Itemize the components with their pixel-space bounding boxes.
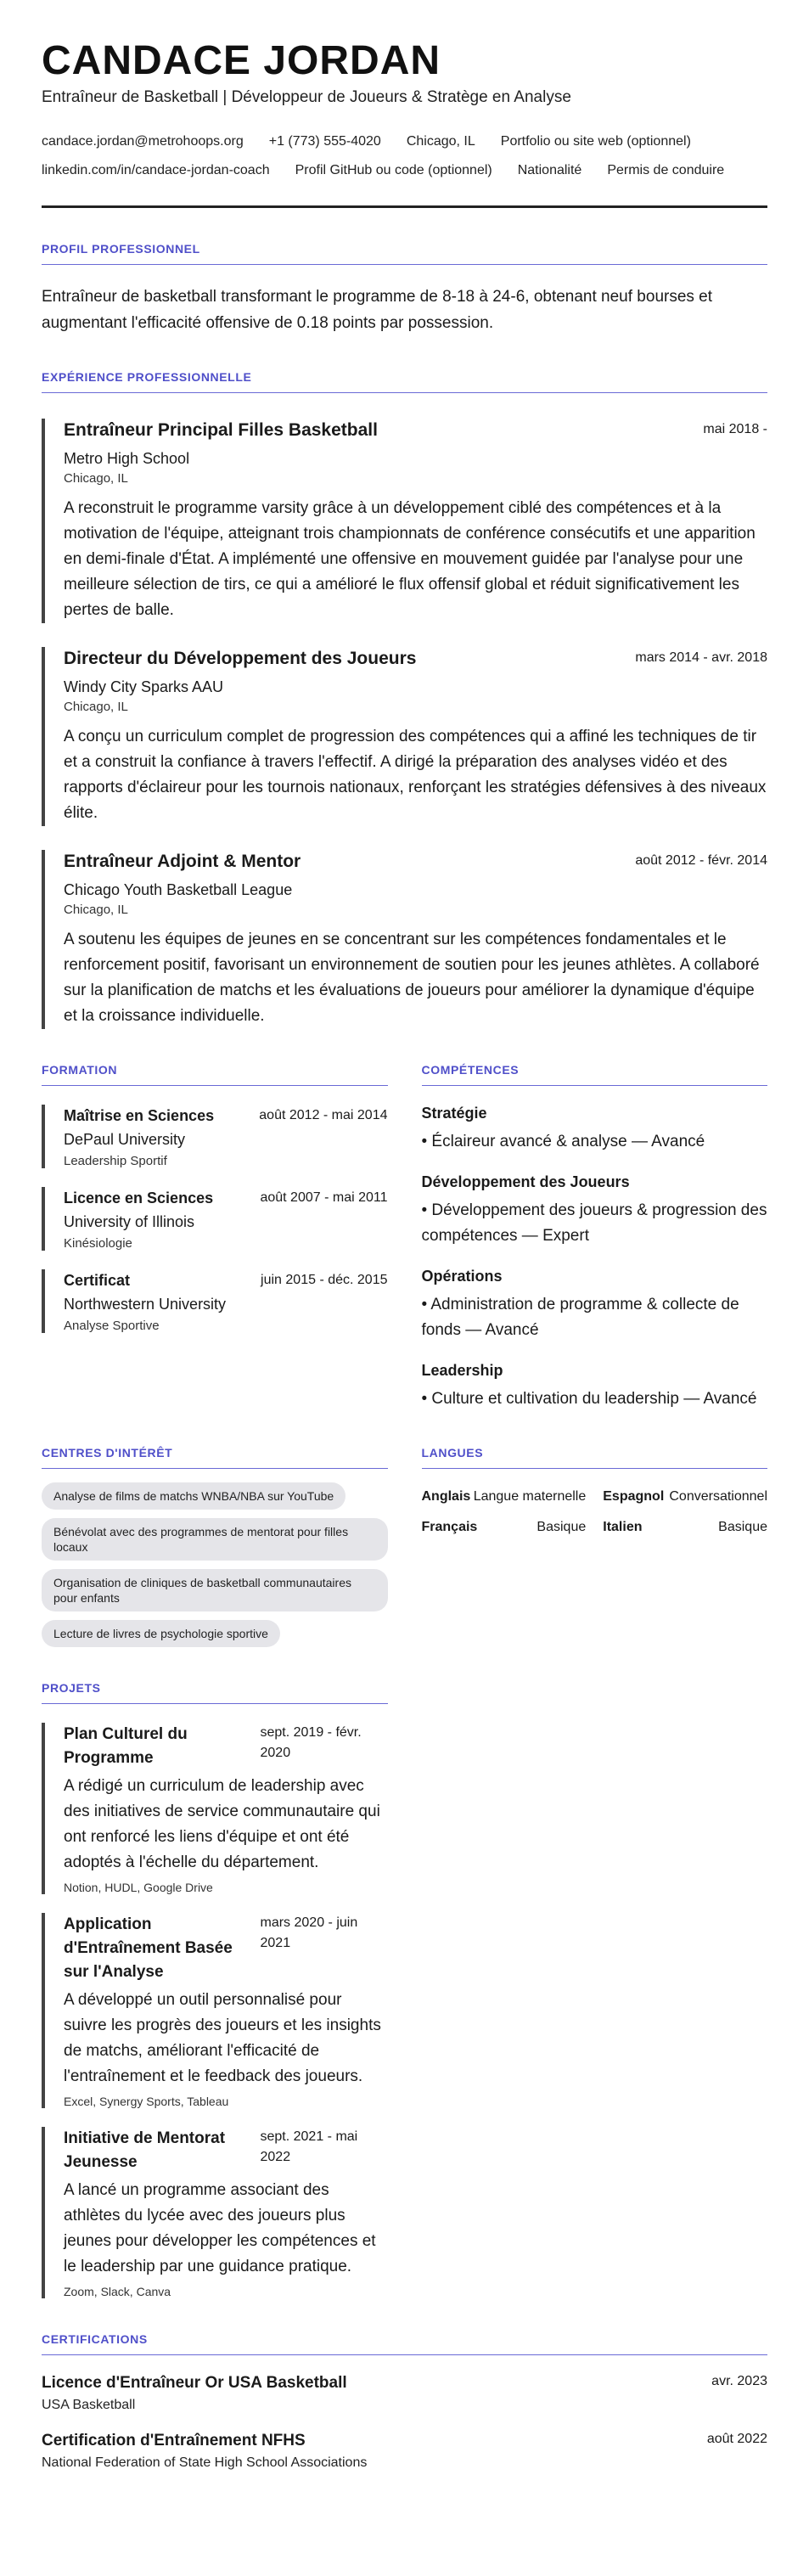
project-tools: Zoom, Slack, Canva (64, 2285, 171, 2298)
language-level: Langue maternelle (473, 1489, 587, 1504)
language-entry (603, 1518, 767, 1537)
contact-linkedin[interactable]: linkedin.com/in/candace-jordan-coach (42, 163, 270, 177)
job-employer: Chicago Youth Basketball League (64, 881, 293, 898)
contact-nationality: Nationalité (517, 163, 582, 177)
language-name: Anglais (421, 1489, 471, 1504)
job-title: Entraîneur Adjoint & Mentor (64, 852, 301, 871)
skill-group (422, 1105, 768, 1155)
skill-category: Développement des Joueurs (421, 1173, 630, 1190)
certification-title: Certification d'Entraînement NFHS (42, 2432, 306, 2449)
language-name: Espagnol (603, 1489, 665, 1504)
project-entry (42, 1723, 388, 1894)
contact-list (42, 127, 767, 185)
language-entry (603, 1488, 767, 1506)
certification-date: avr. 2023 (711, 2374, 767, 2388)
language-level: Conversationnel (669, 1489, 767, 1504)
study-field: Kinésiologie (64, 1236, 132, 1251)
project-entry (42, 2127, 388, 2298)
project-entry (42, 1913, 388, 2108)
degree-title: Maîtrise en Sciences (64, 1107, 215, 1124)
certification-entry (42, 2432, 767, 2471)
header-divider (42, 205, 767, 208)
project-title: Plan Culturel du Programme (64, 1725, 188, 1767)
interest-tag: Organisation de cliniques de basketball communautaires pour enfants (42, 1569, 388, 1611)
education-entry (42, 1269, 388, 1333)
project-description: A rédigé un curriculum de leadership avec des initiatives de service communautaire qui ont renforcé les liens d'équipe et ont été adoptés à l'échelle du département. (64, 1777, 380, 1871)
contact-driving-license: Permis de conduire (607, 163, 725, 177)
experience-section (42, 370, 767, 1029)
project-description: A lancé un programme associant des athlètes du lycée avec des joueurs plus jeunes pour développer les compétences et le leadership par une guidance pratique. (64, 2181, 376, 2275)
interest-tag: Bénévolat avec des programmes de mentorat pour filles locaux (42, 1518, 388, 1561)
project-description: A développé un outil personnalisé pour suivre les progrès des joueurs et les insights de matchs, améliorant l'efficacité de l'entraînement et le feedback des joueurs. (64, 1991, 381, 2085)
job-title: Entraîneur Principal Filles Basketball (64, 420, 378, 440)
summary-heading: PROFIL PROFESSIONNEL (42, 242, 767, 265)
job-description: A reconstruit le programme varsity grâce à un développement ciblé des compétences et à la motivation de l'équipe, atteignant trois championnats de conférence consécutifs et une apparition en demi-finale d'État. A implémenté une offensive en mouvement guidée par l'analyse pour une meilleure sélection de tirs, ce qui a amélioré le flux offensif global et réduit significativement les pertes de balle. (64, 499, 756, 619)
job-location: Chicago, IL (64, 471, 128, 486)
skill-group (422, 1173, 768, 1249)
certifications-section (42, 2332, 767, 2471)
education-skills-row (42, 1029, 767, 1412)
job-employer: Windy City Sparks AAU (64, 678, 224, 695)
education-section (42, 1029, 388, 1412)
project-dates: sept. 2021 - mai 2022 (260, 2129, 358, 2164)
degree-dates: août 2007 - mai 2011 (260, 1190, 388, 1205)
certification-entry (42, 2374, 767, 2413)
experience-entry (42, 419, 767, 623)
language-grid (422, 1488, 768, 1537)
job-employer: Metro High School (64, 450, 190, 467)
skill-group (422, 1268, 768, 1343)
project-dates: sept. 2019 - févr. 2020 (260, 1725, 362, 1760)
interests-languages-row (42, 1412, 767, 1647)
skill-item: • Administration de programme & collecte de fonds — Avancé (421, 1296, 739, 1339)
job-location: Chicago, IL (64, 903, 128, 917)
contact-email[interactable]: candace.jordan@metrohoops.org (42, 134, 244, 149)
skill-group (422, 1362, 768, 1412)
contact-github[interactable]: Profil GitHub ou code (optionnel) (295, 163, 492, 177)
projects-spacer (422, 1647, 768, 2298)
languages-heading: LANGUES (422, 1446, 768, 1469)
contact-portfolio[interactable]: Portfolio ou site web (optionnel) (500, 134, 691, 149)
degree-title: Licence en Sciences (64, 1190, 214, 1206)
contact-location: Chicago, IL (406, 134, 475, 149)
school-name: Northwestern University (64, 1296, 227, 1313)
job-dates: août 2012 - févr. 2014 (635, 853, 767, 868)
job-dates: mars 2014 - avr. 2018 (635, 650, 767, 665)
certification-issuer: USA Basketball (42, 2398, 136, 2412)
projects-row (42, 1647, 767, 2298)
education-entry (42, 1105, 388, 1168)
skill-category: Opérations (421, 1268, 503, 1285)
degree-dates: juin 2015 - déc. 2015 (261, 1273, 388, 1287)
degree-title: Certificat (64, 1272, 131, 1289)
candidate-name: CANDACE JORDAN (42, 38, 441, 83)
study-field: Analyse Sportive (64, 1319, 160, 1333)
skill-item: • Éclaireur avancé & analyse — Avancé (421, 1133, 705, 1150)
education-heading: FORMATION (42, 1063, 388, 1086)
projects-heading: PROJETS (42, 1681, 388, 1704)
job-dates: mai 2018 - (703, 422, 767, 436)
language-level: Basique (537, 1520, 587, 1534)
skill-category: Stratégie (421, 1105, 487, 1122)
school-name: University of Illinois (64, 1213, 195, 1230)
experience-entry (42, 647, 767, 826)
skill-item: • Culture et cultivation du leadership — Avancé (421, 1390, 757, 1408)
interests-heading: CENTRES D'INTÉRÊT (42, 1446, 388, 1469)
project-tools: Excel, Synergy Sports, Tableau (64, 2095, 229, 2108)
experience-entry (42, 850, 767, 1029)
interest-tag: Analyse de films de matchs WNBA/NBA sur YouTube (42, 1482, 346, 1510)
school-name: DePaul University (64, 1131, 186, 1148)
job-description: A soutenu les équipes de jeunes en se concentrant sur les compétences fondamentales et le renforcement positif, favorisant un environnement de soutien pour les jeunes athlètes. A collaboré sur la planification de matchs et les évaluations de joueurs pour améliorer la dynamique d'équipe et la croissance individuelle. (64, 931, 760, 1025)
language-entry (422, 1488, 587, 1506)
resume-header (42, 37, 767, 185)
candidate-headline: Entraîneur de Basketball | Développeur de Joueurs & Stratège en Analyse (42, 88, 571, 106)
job-title: Directeur du Développement des Joueurs (64, 649, 417, 668)
language-name: Italien (603, 1520, 643, 1534)
language-entry (422, 1518, 587, 1537)
education-entry (42, 1187, 388, 1251)
language-level: Basique (718, 1520, 767, 1534)
contact-phone[interactable]: +1 (773) 555-4020 (268, 134, 381, 149)
skill-item: • Développement des joueurs & progression des compétences — Expert (421, 1201, 767, 1245)
project-tools: Notion, HUDL, Google Drive (64, 1881, 213, 1894)
job-location: Chicago, IL (64, 700, 128, 714)
job-description: A conçu un curriculum complet de progression des compétences qui a affiné les techniques de tir et a construit la confiance à travers l'effectif. A dirigé la préparation des analyses vidéo et des rapports d'éclaireur pour les tournois nationaux, renforçant les stratégies défensives à des niveaux élite. (64, 728, 767, 822)
interest-tag-list (42, 1482, 388, 1647)
language-name: Français (421, 1520, 478, 1534)
certification-date: août 2022 (706, 2432, 767, 2446)
skills-heading: COMPÉTENCES (422, 1063, 768, 1086)
projects-section (42, 1647, 388, 2298)
certifications-heading: CERTIFICATIONS (42, 2332, 767, 2355)
summary-text: Entraîneur de basketball transformant le programme de 8-18 à 24-6, obtenant neuf bourses et augmentant l'efficacité offensive de 0.18 points par possession. (42, 288, 713, 332)
skills-section (422, 1029, 768, 1412)
project-title: Application d'Entraînement Basée sur l'Analyse (64, 1915, 233, 1981)
project-title: Initiative de Mentorat Jeunesse (64, 2129, 226, 2171)
project-dates: mars 2020 - juin 2021 (260, 1915, 358, 1950)
degree-dates: août 2012 - mai 2014 (259, 1108, 388, 1122)
skill-category: Leadership (421, 1362, 503, 1379)
interests-section (42, 1412, 388, 1647)
summary-section (42, 242, 767, 336)
interest-tag: Lecture de livres de psychologie sportive (42, 1620, 280, 1647)
certification-title: Licence d'Entraîneur Or USA Basketball (42, 2374, 347, 2392)
certification-issuer: National Federation of State High School Associations (42, 2455, 368, 2470)
experience-heading: EXPÉRIENCE PROFESSIONNELLE (42, 370, 767, 393)
languages-section (422, 1412, 768, 1647)
study-field: Leadership Sportif (64, 1154, 167, 1168)
